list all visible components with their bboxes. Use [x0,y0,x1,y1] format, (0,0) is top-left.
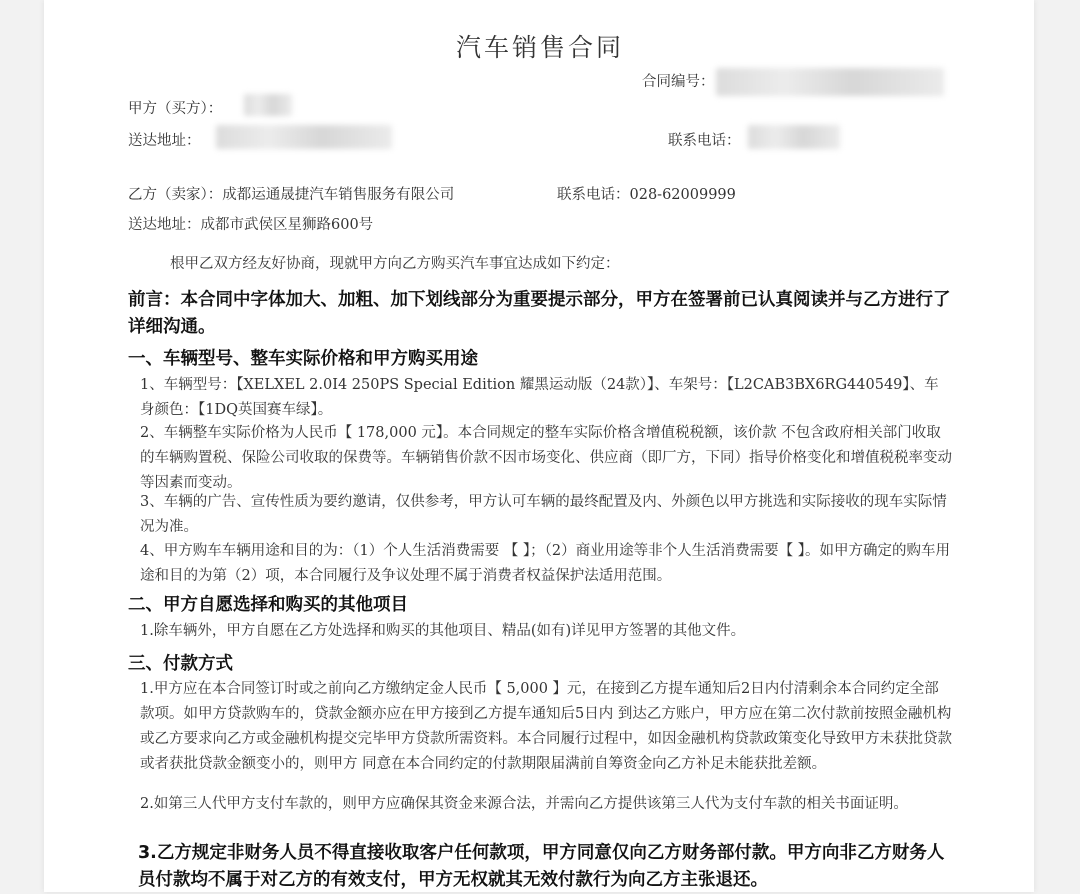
party-b-phone-value: 028-62009999 [629,187,736,203]
contract-number-label: 合同编号： [642,74,715,90]
party-b-label [128,183,454,204]
section-1-item-3: 3、车辆的广告、宣传性质为要约邀请，仅供参考，甲方认可车辆的最终配置及内、外颜色以甲方挑选和实际接收的现车实际情况为准。 [140,494,947,535]
party-b-name: 成都运通晟捷汽车销售服务有限公司 [222,187,455,203]
section-2-item-1: 1.除车辆外，甲方自愿在乙方处选择和购买的其他项目、精品(如有)详见甲方签署的其他文件。 [140,623,746,639]
contract-title: 汽车销售合同 [455,33,624,62]
party-b-address-value: 成都市武侯区星狮路600号 [200,217,374,233]
section-1-heading: 一、车辆型号、整车实际价格和甲方购买用途 [128,349,478,369]
party-a-address-label: 送达地址： [128,133,201,149]
party-b-label-text: 乙方（卖家）： [128,187,223,203]
party-b-address [128,213,373,234]
intro-paragraph: 根甲乙双方经友好协商，现就甲方向乙方购买汽车事宜达成如下约定： [170,256,620,272]
party-a-phone-redacted [748,125,840,149]
section-1-item-1: 1、车辆型号：【XELXEL 2.0I4 250PS Special Edition 耀黑运动版（24款）】、车架号：【L2CAB3BX6RG440549】、车身颜色：【1DQ英国赛车绿】。 [140,377,939,418]
section-3-item-2: 2.如第三人代甲方支付车款的，则甲方应确保其资金来源合法，并需向乙方提供该第三人代为支付车款的相关书面证明。 [140,796,908,812]
section-3-item-1: 1.甲方应在本合同签订时或之前向乙方缴纳定金人民币【 5,000 】元，在接到乙方提车通知后2日内付清剩余本合同约定全部款项。如甲方贷款购车的，贷款金额亦应在甲方接到乙方提车通知后5日内 到达乙方账户，甲方应在第二次付款前按照金融机构或乙方要求向乙方或金融机构提交完毕甲方贷款所需资料。本合同履行过程中，如因金融机构贷款政策变化导致甲方未获批贷款或者获批贷款金额变小的，则甲方 同意在本合同约定的付款期限届满前自筹资金向乙方补足未能获批差额。 [140,681,952,772]
party-b-phone-label: 联系电话： [557,187,630,203]
section-1-item-2: 2、车辆整车实际价格为人民币【 178,000 元】。本合同规定的整车实际价格含增值税税额，该价款 不包含政府相关部门收取的车辆购置税、保险公司收取的保费等。车辆销售价款不因市场变化、供应商（即厂方，下同）指导价格变化和增值税税率变动等因素而变动。 [140,425,952,491]
section-3-item-3-bold: 3.乙方规定非财务人员不得直接收取客户任何款项，甲方同意仅向乙方财务部付款。甲方向非乙方财务人员付款均不属于对乙方的有效支付，甲方无权就其无效付款行为向乙方主张退还。 [138,843,945,890]
party-a-phone-label: 联系电话： [668,133,741,149]
party-a-name-redacted [244,94,292,116]
contract-number-redacted [716,68,944,96]
section-2-heading: 二、甲方自愿选择和购买的其他项目 [128,595,408,615]
party-b-phone [557,183,736,204]
section-1-item-4: 4、甲方购车车辆用途和目的为：（1）个人生活消费需要 【 】；（2）商业用途等非个人生活消费需要【 】。如甲方确定的购车用途和目的为第（2）项，本合同履行及争议处理不属于消费者权益保护法适用范围。 [140,543,950,584]
party-b-address-label: 送达地址： [128,217,201,233]
party-a-address-redacted [216,125,392,149]
preface-paragraph: 前言：本合同中字体加大、加粗、加下划线部分为重要提示部分，甲方在签署前已认真阅读并与乙方进行了详细沟通。 [128,290,951,337]
party-a-label: 甲方（买方）： [128,101,223,117]
section-3-heading: 三、付款方式 [128,654,233,674]
